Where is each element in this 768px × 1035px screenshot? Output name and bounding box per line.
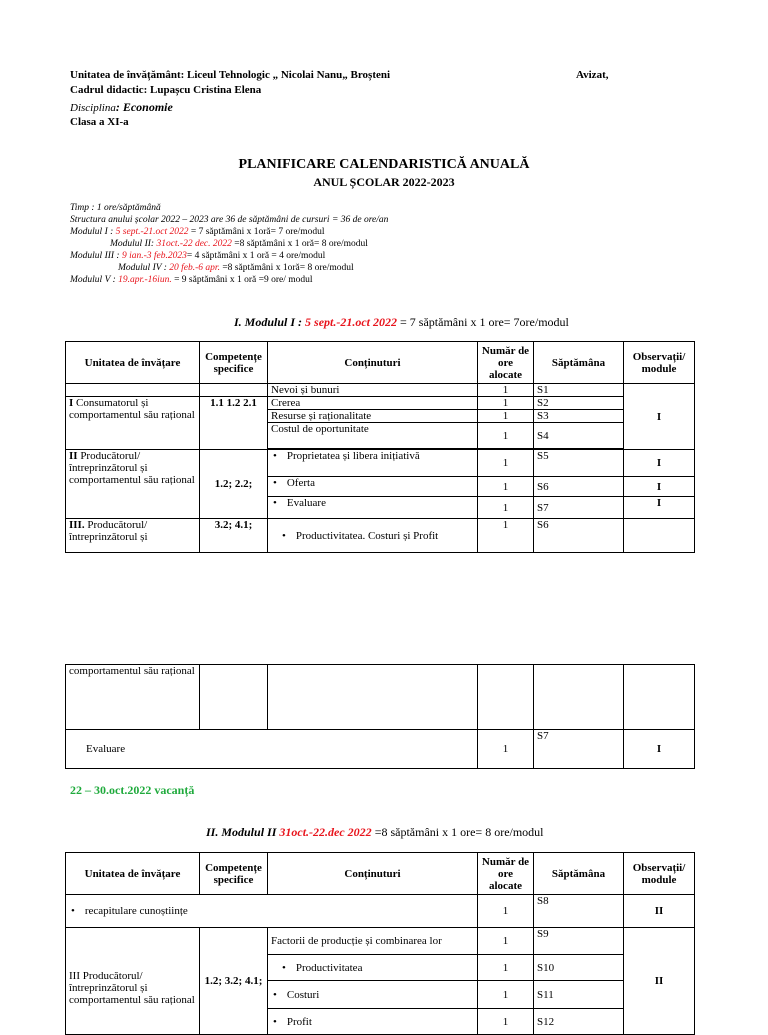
unit-cell [66,450,200,519]
content-cell: Costul de oportunitate [268,423,478,449]
module1-summary-text: = 7 săptămâni x 1oră= 7 ore/modul [188,227,325,237]
week-cell: S11 [534,981,624,1009]
page-title: PLANIFICARE CALENDARISTICĂ ANUALĂ [238,157,530,172]
unit-number: III. [69,519,85,531]
module-cell: I [624,450,695,477]
week-cell: S9 [534,928,624,955]
module1-heading-dates: 5 sept.-21.oct 2022 [305,315,398,329]
content-cell: • recapitulare cunoștiințe [66,895,478,928]
hours-cell: 1 [478,497,534,519]
hours-cell: 1 [478,955,534,981]
week-cell: S2 [534,397,624,410]
table-row [66,730,695,769]
empty-cell [624,519,695,553]
unit-number: I [69,397,74,409]
structure-line: Structura anului școlar 2022 – 2023 are 36 de săptămâni de cursuri = 36 de ore/an [70,215,389,225]
module3-summary-label: Modulul III : [70,251,122,261]
unit-number: II [69,450,78,462]
module1-summary-dates: 5 sept.-21.oct 2022 [115,227,189,237]
time-line: Timp : 1 ore/săptămână [70,203,161,213]
module2-heading-text: =8 săptămâni x 1 ore= 8 ore/modul [371,825,544,839]
hours-cell: 1 [478,384,534,397]
module-cell: I [624,497,695,519]
competence-cell: 3.2; 4.1; [200,519,268,553]
table-row [66,928,695,955]
table-header-row [66,853,695,895]
module2-heading [206,825,544,840]
content-cell: • Productivitatea [268,955,478,981]
class-line: Clasa a XI-a [70,116,129,128]
module2-heading-label: II. Modulul II [206,825,280,839]
module5-summary-dates: 19.apr.-16iun. [118,275,172,285]
module-cell: I [624,477,695,497]
unit-cell: comportamentul său rațional [66,665,200,730]
discipline-line [70,100,173,115]
module1-table [65,341,695,553]
table-row [66,450,695,477]
module1-heading-text: = 7 săptămâni x 1 ore= 7ore/modul [397,315,569,329]
module2-summary-label: Modulul II: [110,239,157,249]
content-cell: Crerea [268,397,478,410]
empty-cell [200,665,268,730]
module5-summary [70,275,313,285]
table-row [66,397,695,410]
week-cell: S7 [534,497,624,519]
discipline-label: Disciplina [70,102,116,114]
col-hours: Număr de ore alocate [478,342,534,384]
module4-summary-label: Modulul IV : [118,263,170,273]
week-cell: S12 [534,1009,624,1035]
module1-heading [234,315,569,330]
module3-summary [70,251,325,261]
col-unit: Unitatea de învățare [66,342,200,384]
week-cell: S5 [534,450,624,477]
module1-table-continued [65,664,695,769]
empty-cell [478,665,534,730]
teacher-line: Cadrul didactic: Lupașcu Cristina Elena [70,84,262,96]
week-cell: S3 [534,410,624,423]
hours-cell: 1 [478,928,534,955]
hours-cell: 1 [478,477,534,497]
unit-title: Producătorul/ întreprinzătorul și [69,519,148,543]
discipline-value: : Economie [115,100,173,114]
module5-summary-label: Modulul V : [70,275,119,285]
week-cell: S8 [534,895,624,928]
hours-cell: 1 [478,397,534,410]
module2-heading-dates: 31oct.-22.dec 2022 [279,825,372,839]
module4-summary-text: =8 săptămâni x 1oră= 8 ore/modul [219,263,354,273]
module1-summary-label: Modulul I : [70,227,116,237]
module1-summary [70,227,325,237]
unit-title: Producătorul/ întreprinzătorul și comportamentul său rațional [69,450,195,486]
col-week: Săptămâna [534,853,624,895]
col-hours: Număr de ore alocate [478,853,534,895]
module-cell: II [624,928,695,1035]
competence-cell: 1.2; 3.2; 4.1; [200,928,268,1035]
week-cell: S1 [534,384,624,397]
module3-summary-text: = 4 săptămâni x 1 oră = 4 ore/modul [186,251,326,261]
col-unit: Unitatea de învățare [66,853,200,895]
content-cell: • Evaluare [268,497,478,519]
unit-cell [66,519,200,553]
hours-cell: 1 [478,981,534,1009]
module4-summary-dates: 20 feb.-6 apr. [169,263,220,273]
content-cell: • Profit [268,1009,478,1035]
col-observations: Observații/ module [624,853,695,895]
content-cell: • Costuri [268,981,478,1009]
module-cell: I [624,384,695,450]
school-year: ANUL ȘCOLAR 2022-2023 [313,175,455,189]
empty-cell [624,665,695,730]
empty-cell [534,665,624,730]
content-cell: • Productivitatea. Costuri și Profit [268,519,478,553]
unit-cell: III Producătorul/ întreprinzătorul și comportamentul său rațional [66,928,200,1035]
approval-label: Avizat, [576,69,609,81]
week-cell: S10 [534,955,624,981]
hours-cell: 1 [478,730,534,769]
module4-summary [118,263,354,273]
module3-summary-dates: 9 ian.-3 feb.2023 [121,251,187,261]
table-header-row [66,342,695,384]
module5-summary-text: = 9 săptămâni x 1 oră =9 ore/ modul [171,275,313,285]
unit-title: Consumatorul și comportamentul său rațional [69,397,195,421]
table-row [66,519,695,553]
table-row [66,384,695,397]
competence-cell: 1.1 1.2 2.1 [200,397,268,450]
col-competences: Competențe specifice [200,342,268,384]
table-row [66,895,695,928]
col-week: Săptămâna [534,342,624,384]
week-cell: S6 [534,519,624,553]
unit-cell [66,397,200,450]
hours-cell: 1 [478,895,534,928]
col-contents: Conținuturi [268,853,478,895]
hours-cell: 1 [478,450,534,477]
col-competences: Competențe specifice [200,853,268,895]
hours-cell: 1 [478,423,534,449]
col-contents: Conținuturi [268,342,478,384]
empty-cell [200,384,268,397]
module-cell: I [624,730,695,769]
hours-cell: 1 [478,519,534,553]
content-cell: • Oferta [268,477,478,497]
col-observations: Observații/ module [624,342,695,384]
module2-table [65,852,695,1035]
vacation-note: 22 – 30.oct.2022 vacanță [70,783,195,797]
content-cell: Factorii de producție și combinarea lor [268,928,478,955]
content-cell: Evaluare [66,730,478,769]
module2-summary-text: =8 săptămâni x 1 oră= 8 ore/modul [231,239,368,249]
week-cell: S4 [534,423,624,449]
content-cell: Nevoi și bunuri [268,384,478,397]
week-cell: S6 [534,477,624,497]
hours-cell: 1 [478,410,534,423]
module2-summary [110,239,368,249]
module-cell: II [624,895,695,928]
content-cell: Resurse și raționalitate [268,410,478,423]
institution-line: Unitatea de învățământ: Liceul Tehnologic „ Nicolai Nanu„ Broșteni [70,69,391,81]
module2-summary-dates: 31oct.-22 dec. 2022 [156,239,232,249]
module1-heading-label: I. Modulul I : [234,315,306,329]
empty-cell [66,384,200,397]
competence-cell: 1.2; 2.2; [200,450,268,519]
table-row [66,665,695,730]
week-cell: S7 [534,730,624,769]
content-cell: • Proprietatea și libera inițiativă [268,450,478,477]
empty-cell [268,665,478,730]
hours-cell: 1 [478,1009,534,1035]
